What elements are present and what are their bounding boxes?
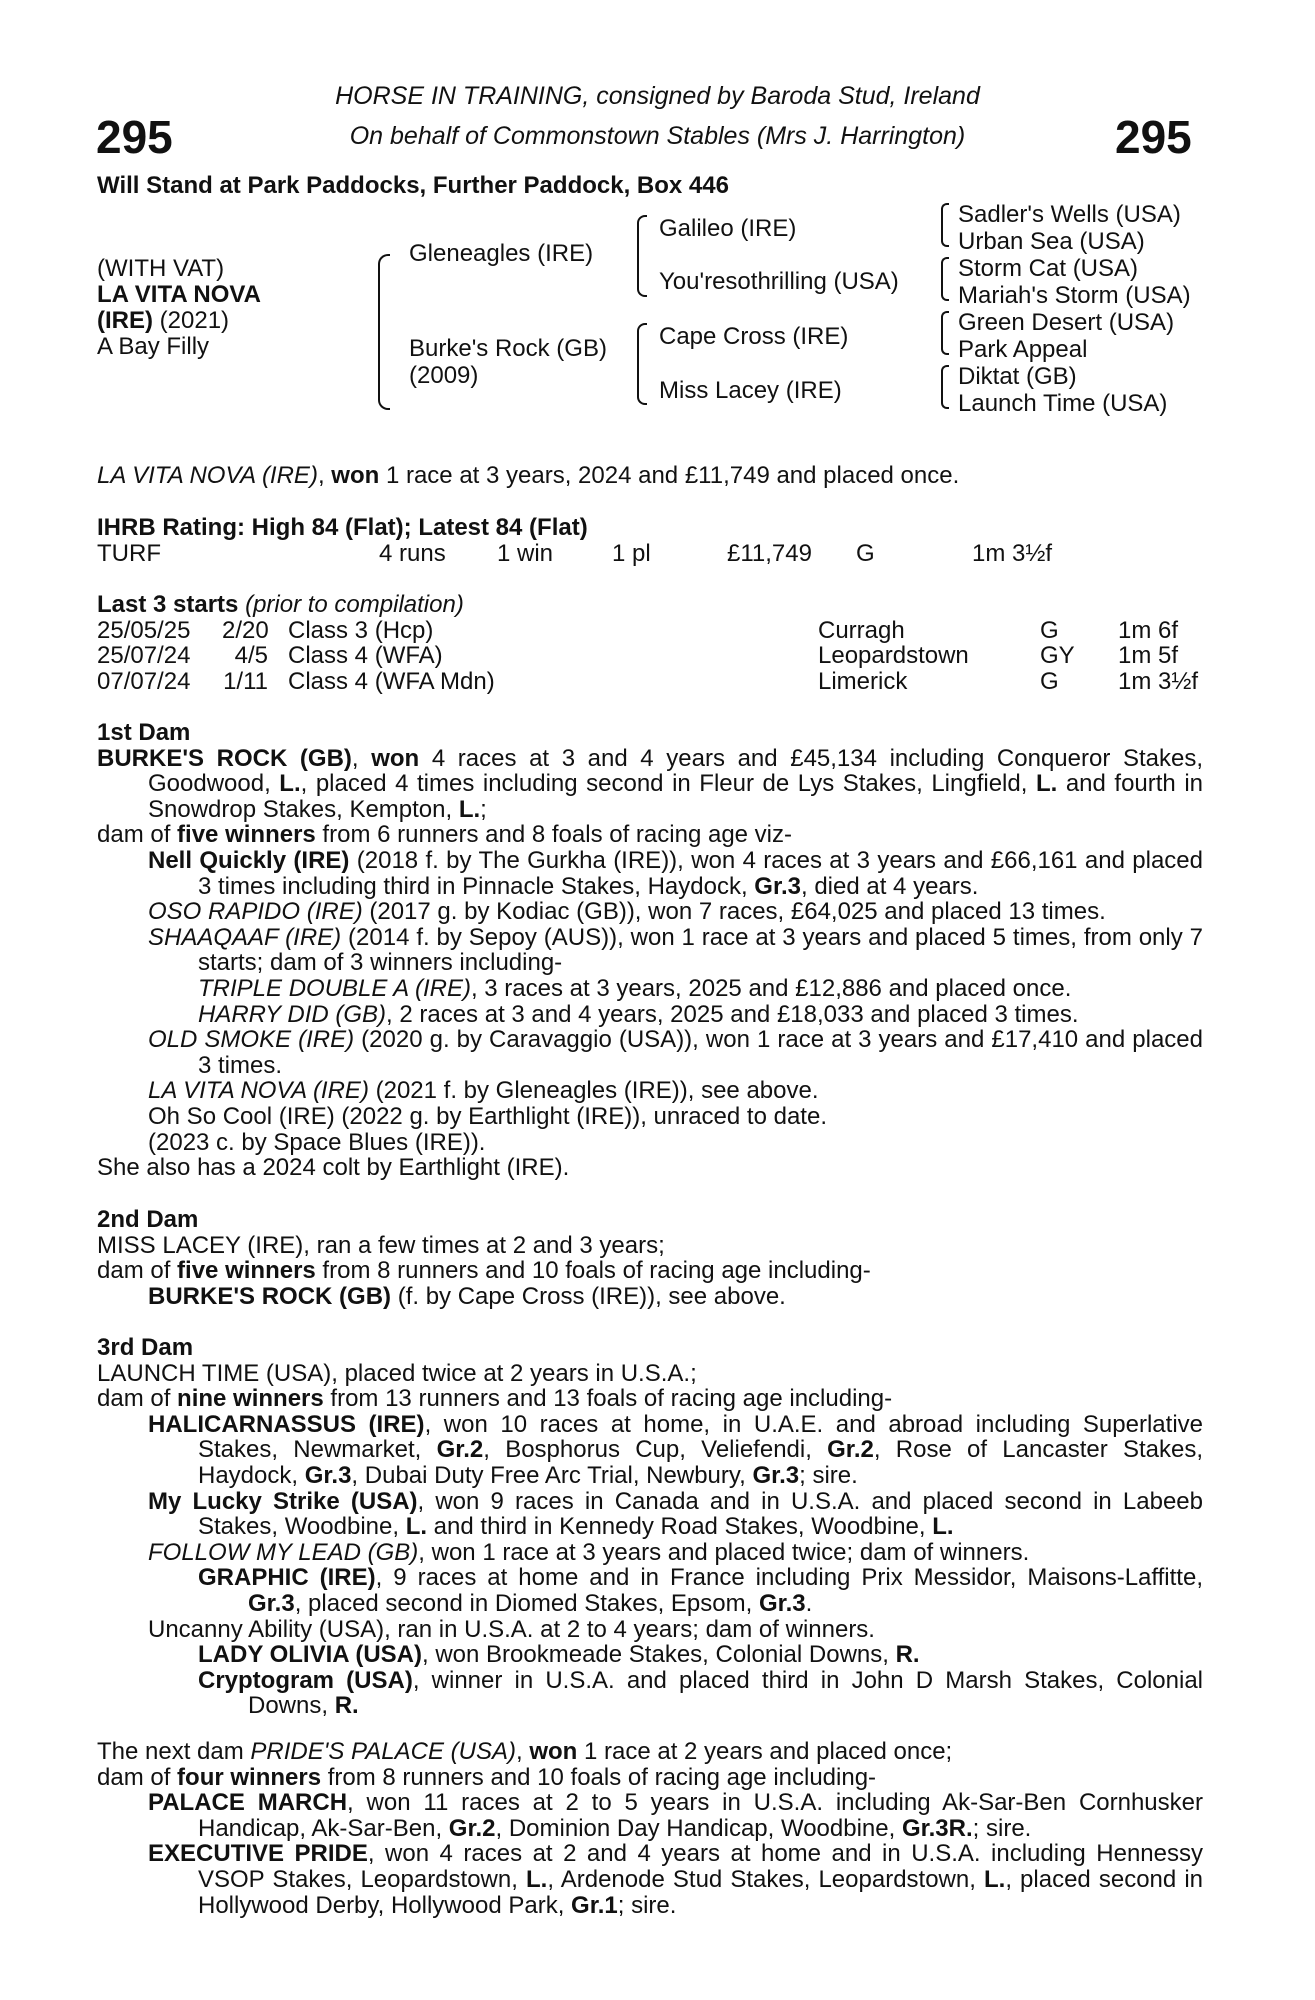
start-row-pos: 1/11 bbox=[223, 668, 268, 695]
consignor-line: HORSE IN TRAINING, consigned by Baroda Stud, Ireland bbox=[335, 82, 980, 110]
rating-heading: IHRB Rating: High 84 (Flat); Latest 84 (Flat) bbox=[97, 514, 588, 541]
produce-text: , won 1 race at 3 years and placed twice; dam of winners. bbox=[418, 1538, 1030, 1566]
grandproduce-harry-did bbox=[198, 1002, 1203, 1028]
dam-of-text: dam of bbox=[97, 1257, 178, 1285]
produce-name: SHAAQAAF (IRE) bbox=[148, 923, 342, 951]
dam1-text: , placed 4 times including second in Fleur de Lys Stakes, Lingfield, bbox=[300, 770, 1036, 798]
pedigree-ddd: Launch Time (USA) bbox=[958, 390, 1168, 417]
rating-surface: TURF bbox=[97, 540, 161, 567]
horse-description: A Bay Filly bbox=[97, 333, 210, 360]
start-row-pos: 2/20 bbox=[222, 617, 269, 644]
produce-palace-march bbox=[148, 1790, 1203, 1841]
winners-count: nine winners bbox=[177, 1385, 324, 1413]
summary-horse-name: LA VITA NOVA (IRE) bbox=[97, 462, 318, 489]
produce-text: and third in Kennedy Road Stakes, Woodbine, bbox=[427, 1513, 933, 1541]
produce-my-lucky-strike bbox=[148, 1489, 1203, 1540]
dam-of-text: dam of bbox=[97, 1763, 178, 1791]
group-mark: Gr.3 bbox=[304, 1461, 352, 1489]
dam1-name: BURKE'S ROCK (GB) bbox=[97, 744, 352, 772]
brace-dd bbox=[941, 365, 949, 409]
pedigree-dam: Burke's Rock (GB) bbox=[409, 335, 607, 362]
dam1-won: won bbox=[371, 744, 420, 772]
group-mark: Gr.3 bbox=[758, 1589, 806, 1617]
group-mark: Gr.2 bbox=[448, 1814, 496, 1842]
produce-text: , Dubai Duty Free Arc Trial, Newbury, bbox=[351, 1461, 753, 1489]
on-behalf-line: On behalf of Commonstown Stables (Mrs J. Harrington) bbox=[349, 122, 966, 150]
dam3-heading: 3rd Dam bbox=[97, 1334, 194, 1361]
start-row-going: G bbox=[1040, 668, 1059, 695]
group-mark: Gr.2 bbox=[827, 1436, 874, 1464]
race-summary: LA VITA NOVA (IRE), won 1 race at 3 years, 2024 and £11,749 and placed once. bbox=[97, 462, 960, 489]
listed-mark: L. bbox=[932, 1513, 954, 1541]
pedigree-ds: Cape Cross (IRE) bbox=[659, 323, 849, 350]
group-mark: Gr.3 bbox=[754, 872, 801, 900]
listed-mark: L. bbox=[279, 770, 301, 798]
winners-count: five winners bbox=[177, 821, 316, 849]
produce-name: My Lucky Strike (USA) bbox=[148, 1487, 418, 1515]
produce-la-vita-nova bbox=[148, 1078, 1203, 1104]
produce-text: , 9 races at home and in France including Prix Messidor, Maisons-Laffitte, bbox=[375, 1564, 1203, 1592]
produce-text: (2021 f. by Gleneagles (IRE)), see above. bbox=[368, 1077, 819, 1105]
horse-name: LA VITA NOVA bbox=[97, 281, 261, 308]
start-row-date: 25/05/25 bbox=[97, 617, 191, 644]
produce-executive-pride bbox=[148, 1841, 1203, 1918]
pedigree-dd: Miss Lacey (IRE) bbox=[659, 377, 842, 404]
start-row-date: 07/07/24 bbox=[97, 668, 191, 695]
summary-won: won bbox=[331, 462, 380, 489]
dam1-dam-of bbox=[97, 822, 1203, 848]
listed-mark: L. bbox=[525, 1865, 548, 1893]
produce-burkes-rock bbox=[148, 1284, 1203, 1310]
dam2-section bbox=[97, 1207, 1203, 1309]
dam-of-text: dam of bbox=[97, 1385, 178, 1413]
pedigree-sdd: Mariah's Storm (USA) bbox=[958, 282, 1191, 309]
produce-follow-my-lead bbox=[148, 1540, 1203, 1566]
group-mark: Gr.3R. bbox=[901, 1814, 973, 1842]
dam-of-text: from 13 runners and 13 foals of racing age including- bbox=[323, 1385, 893, 1413]
produce-nell-quickly bbox=[148, 848, 1203, 899]
brace-ss bbox=[941, 203, 949, 247]
produce-oh-so-cool: Oh So Cool (IRE) (2022 g. by Earthlight (IRE)), unraced to date. bbox=[148, 1102, 827, 1130]
produce-text: (f. by Cape Cross (IRE)), see above. bbox=[391, 1282, 786, 1310]
rating-going: G bbox=[856, 540, 875, 567]
start-row-pos: 4/5 bbox=[234, 642, 268, 669]
brace-main bbox=[378, 254, 390, 410]
start-row-class: Class 3 (Hcp) bbox=[288, 617, 434, 644]
stand-location: Will Stand at Park Paddocks, Further Paddock, Box 446 bbox=[97, 172, 729, 199]
produce-text: ; sire. bbox=[972, 1814, 1032, 1842]
produce-text: , Ardenode Stud Stakes, Leopardstown, bbox=[547, 1865, 984, 1893]
dam1-text: 4 races at 3 and 4 years and £45,134 including Conqueror Stakes, Goodwood, bbox=[148, 744, 1203, 798]
dam-of-text: dam of bbox=[97, 821, 178, 849]
pedigree-ss: Galileo (IRE) bbox=[659, 215, 797, 242]
produce-name: OLD SMOKE (IRE) bbox=[148, 1026, 355, 1054]
start-row-course: Leopardstown bbox=[818, 642, 969, 669]
produce-name: BURKE'S ROCK (GB) bbox=[148, 1282, 392, 1310]
start-row-class: Class 4 (WFA Mdn) bbox=[288, 668, 495, 695]
horse-origin: (IRE) bbox=[97, 307, 153, 334]
pedigree-sd: You'resothrilling (USA) bbox=[659, 268, 899, 295]
produce-text: , won 4 races at 2 and 4 years at home and in U.S.A. including Hennessy VSOP Stakes, Leopardstown, bbox=[198, 1840, 1203, 1893]
next-dam-name: PRIDE'S PALACE (USA) bbox=[250, 1738, 516, 1765]
grandproduce-lady-olivia bbox=[198, 1642, 1203, 1668]
next-dam-text: , bbox=[515, 1738, 530, 1765]
produce-text: , won 9 races in Canada and in U.S.A. and placed second in Labeeb Stakes, Woodbine, bbox=[198, 1487, 1203, 1541]
produce-shaaqaaf bbox=[148, 925, 1203, 976]
pedigree-sss: Sadler's Wells (USA) bbox=[958, 201, 1181, 228]
dam1-text: and fourth in Snowdrop Stakes, Kempton, bbox=[148, 770, 1203, 823]
last-starts-note: (prior to compilation) bbox=[238, 591, 464, 618]
pedigree-sire: Gleneagles (IRE) bbox=[409, 240, 594, 267]
produce-text: (2014 f. by Sepoy (AUS)), won 1 race at 3 years and placed 5 times, from only 7 starts; dam of 3 winners including- bbox=[198, 923, 1203, 977]
dam2-line1: MISS LACEY (IRE), ran a few times at 2 and 3 years; bbox=[97, 1231, 665, 1259]
start-row-going: G bbox=[1040, 617, 1059, 644]
pedigree-sds: Storm Cat (USA) bbox=[958, 255, 1139, 282]
produce-text: , 2 races at 3 and 4 years, 2025 and £18,033 and placed 3 times. bbox=[386, 1000, 1079, 1028]
produce-name: HALICARNASSUS (IRE) bbox=[148, 1410, 425, 1438]
lot-number-left: 295 bbox=[96, 111, 173, 163]
brace-sire bbox=[637, 215, 647, 297]
produce-name: TRIPLE DOUBLE A (IRE) bbox=[198, 974, 471, 1002]
lot-number-right: 295 bbox=[1115, 111, 1192, 163]
start-row-dist: 1m 3½f bbox=[1118, 668, 1199, 695]
produce-text: , winner in U.S.A. and placed third in John D Marsh Stakes, Colonial Downs, bbox=[248, 1666, 1203, 1720]
produce-text: , Dominion Day Handicap, Woodbine, bbox=[495, 1814, 902, 1842]
produce-text: , Bosphorus Cup, Veliefendi, bbox=[483, 1436, 828, 1464]
produce-text: , won 10 races at home, in U.A.E. and abroad including Superlative Stakes, Newmarket, bbox=[198, 1410, 1203, 1464]
pedigree-dam-year: (2009) bbox=[409, 362, 479, 389]
restricted-mark: R. bbox=[334, 1692, 359, 1720]
dam-of-text: from 6 runners and 8 foals of racing age viz- bbox=[315, 821, 793, 849]
rating-runs: 4 runs bbox=[379, 540, 446, 567]
produce-text: , died at 4 years. bbox=[800, 872, 979, 900]
produce-uncanny-ability: Uncanny Ability (USA), ran in U.S.A. at 2 to 4 years; dam of winners. bbox=[148, 1615, 875, 1643]
next-dam-intro bbox=[97, 1739, 1203, 1765]
grandproduce-cryptogram bbox=[198, 1668, 1203, 1719]
produce-text: ; sire. bbox=[799, 1461, 858, 1489]
produce-text: , won Brookmeade Stakes, Colonial Downs, bbox=[422, 1641, 896, 1669]
pedigree-dsd: Park Appeal bbox=[958, 336, 1088, 363]
produce-name: OSO RAPIDO (IRE) bbox=[148, 898, 363, 926]
start-row-date: 25/07/24 bbox=[97, 642, 191, 669]
dam-of-text: from 8 runners and 10 foals of racing age including- bbox=[321, 1763, 877, 1791]
produce-oso-rapido bbox=[148, 899, 1203, 925]
brace-ds bbox=[941, 311, 949, 355]
produce-name: LA VITA NOVA (IRE) bbox=[148, 1077, 369, 1105]
next-dam-text: 1 race at 2 years and placed once; bbox=[577, 1738, 953, 1765]
pedigree-ssd: Urban Sea (USA) bbox=[958, 228, 1145, 255]
produce-name: EXECUTIVE PRIDE bbox=[148, 1840, 368, 1868]
pedigree-dss: Green Desert (USA) bbox=[958, 309, 1175, 336]
next-dam-section bbox=[97, 1739, 1203, 1918]
produce-name: Cryptogram (USA) bbox=[198, 1666, 413, 1694]
produce-2023-colt: (2023 c. by Space Blues (IRE)). bbox=[148, 1128, 486, 1156]
produce-text: ; sire. bbox=[617, 1891, 677, 1919]
grandproduce-graphic bbox=[198, 1565, 1203, 1616]
dam1-section bbox=[97, 720, 1203, 1181]
produce-text: , placed second in Diomed Stakes, Epsom, bbox=[294, 1589, 759, 1617]
dam3-dam-of bbox=[97, 1386, 1203, 1412]
last-starts-title: Last 3 starts bbox=[97, 591, 239, 618]
grandproduce-triple-double-a bbox=[198, 976, 1203, 1002]
produce-name: PALACE MARCH bbox=[148, 1789, 348, 1817]
start-row-dist: 1m 5f bbox=[1118, 642, 1179, 669]
rating-distance: 1m 3½f bbox=[972, 540, 1053, 567]
dam-of-text: from 8 runners and 10 foals of racing age including- bbox=[315, 1257, 871, 1285]
produce-name: LADY OLIVIA (USA) bbox=[198, 1641, 423, 1669]
start-row-dist: 1m 6f bbox=[1118, 617, 1179, 644]
vat-note: (WITH VAT) bbox=[97, 255, 225, 282]
next-dam-won: won bbox=[529, 1738, 578, 1765]
produce-text: (2018 f. by The Gurkha (IRE)), won 4 races at 3 years and £66,161 and placed 3 times including third in Pinnacle Stakes, Haydock, bbox=[198, 846, 1203, 900]
summary-rest: 1 race at 3 years, 2024 and £11,749 and placed once. bbox=[379, 462, 960, 489]
produce-text: , placed second in Hollywood Derby, Hollywood Park, bbox=[198, 1865, 1204, 1919]
dam1-intro: BURKE'S ROCK (GB), won 4 races at 3 and 4 years and £45,134 including Conqueror Stakes, Goodwood, L., placed 4 times including second in Fleur de Lys Stakes, Lingfield, L. and fourth in Snowdrop Stakes, Kempton, L.; bbox=[97, 744, 1203, 823]
brace-dam bbox=[637, 323, 647, 405]
produce-name: Nell Quickly (IRE) bbox=[148, 846, 350, 874]
produce-text: , won 11 races at 2 to 5 years in U.S.A. including Ak-Sar-Ben Cornhusker Handicap, Ak-Sar-Ben, bbox=[198, 1789, 1203, 1842]
listed-mark: L. bbox=[405, 1513, 428, 1541]
dam3-section bbox=[97, 1335, 1203, 1719]
dam2-dam-of bbox=[97, 1258, 1203, 1284]
produce-name: HARRY DID (GB) bbox=[198, 1000, 387, 1028]
dam2-heading: 2nd Dam bbox=[97, 1206, 199, 1233]
produce-name: FOLLOW MY LEAD (GB) bbox=[148, 1538, 419, 1566]
group-mark: Gr.3 bbox=[248, 1589, 295, 1617]
horse-name-origin-year bbox=[97, 308, 229, 334]
pedigree-dds: Diktat (GB) bbox=[958, 363, 1077, 390]
start-row-course: Curragh bbox=[818, 617, 905, 644]
listed-mark: L. bbox=[458, 795, 481, 823]
start-row-going: GY bbox=[1040, 642, 1075, 669]
next-dam-dam-of bbox=[97, 1765, 1203, 1791]
brace-sd bbox=[941, 257, 949, 301]
start-row-course: Limerick bbox=[818, 668, 908, 695]
dam3-line1: LAUNCH TIME (USA), placed twice at 2 years in U.S.A.; bbox=[97, 1359, 697, 1387]
rating-wins: 1 win bbox=[497, 540, 554, 567]
group-mark: Gr.1 bbox=[571, 1891, 618, 1919]
produce-text: (2017 g. by Kodiac (GB)), won 7 races, £64,025 and placed 13 times. bbox=[362, 898, 1106, 926]
last-starts-heading bbox=[97, 592, 464, 618]
next-dam-text: The next dam bbox=[97, 1738, 251, 1765]
horse-year: (2021) bbox=[153, 307, 230, 334]
produce-halicarnassus bbox=[148, 1412, 1203, 1489]
rating-earnings: £11,749 bbox=[727, 540, 812, 567]
winners-count: four winners bbox=[177, 1763, 322, 1791]
rating-placed: 1 pl bbox=[612, 540, 651, 567]
listed-mark: L. bbox=[983, 1865, 1006, 1893]
restricted-mark: R. bbox=[895, 1641, 920, 1669]
group-mark: Gr.2 bbox=[436, 1436, 484, 1464]
dam1-also: She also has a 2024 colt by Earthlight (IRE). bbox=[97, 1154, 570, 1182]
produce-name: GRAPHIC (IRE) bbox=[198, 1564, 376, 1592]
produce-old-smoke bbox=[148, 1027, 1203, 1078]
produce-text: (2020 g. by Caravaggio (USA)), won 1 race at 3 years and £17,410 and placed 3 times. bbox=[198, 1026, 1203, 1079]
produce-text: , 3 races at 3 years, 2025 and £12,886 and placed once. bbox=[470, 974, 1072, 1002]
listed-mark: L. bbox=[1035, 770, 1058, 798]
winners-count: five winners bbox=[177, 1257, 316, 1285]
start-row-class: Class 4 (WFA) bbox=[288, 642, 443, 669]
dam1-heading: 1st Dam bbox=[97, 719, 191, 746]
produce-text: , Rose of Lancaster Stakes, Haydock, bbox=[198, 1436, 1203, 1489]
group-mark: Gr.3 bbox=[752, 1461, 800, 1489]
produce-text: . bbox=[805, 1589, 813, 1617]
